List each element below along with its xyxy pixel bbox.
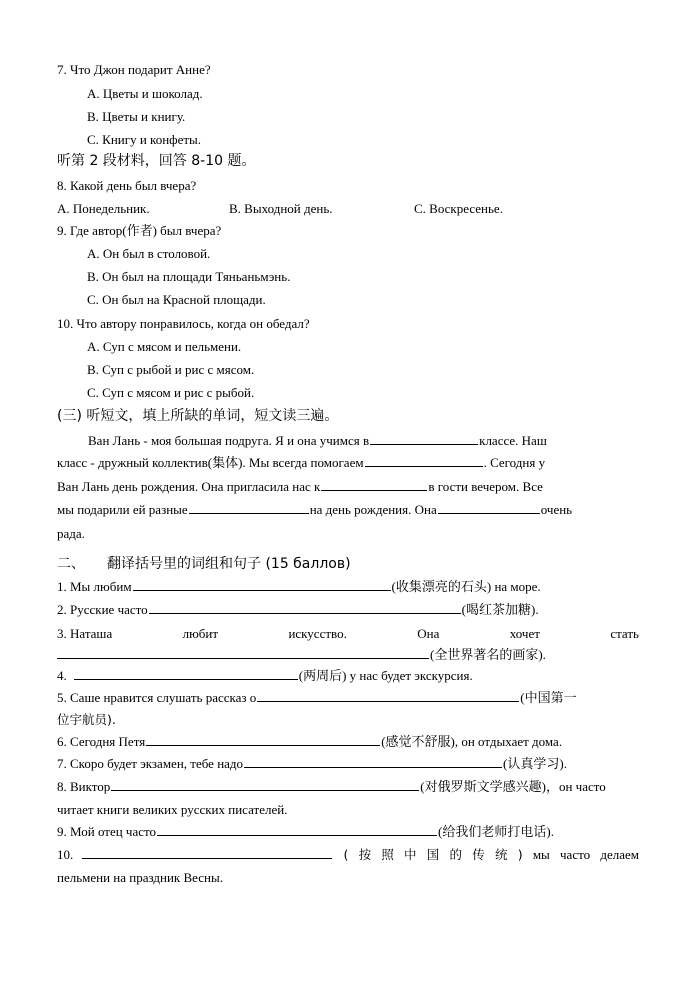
option-10b: B. Суп с рыбой и рис с мясом.: [87, 362, 255, 377]
translation-blank-6[interactable]: [146, 733, 380, 746]
option-7c: C. Книгу и конфеты.: [87, 132, 202, 147]
dictation-header: (三) 听短文，填上所缺的单词，短文读三遍。: [57, 408, 339, 424]
translation-blank-8[interactable]: [111, 778, 419, 791]
dictation-line-3: Ван Лань день рождения. Она пригласила нас к в гости вечером. Все: [57, 479, 543, 494]
question-7: 7. Что Джон подарит Анне?: [57, 62, 211, 77]
dictation-line-1: Ван Лань - моя большая подруга. Я и она учимся в классе. Наш: [88, 433, 547, 448]
translation-item-3-line-2: (全世界著名的画家).: [57, 646, 546, 664]
option-9a: A. Он был в столовой.: [87, 246, 211, 261]
section-2-header: 听第 2 段材料，回答 8-10 题。: [57, 153, 256, 169]
translation-header: 二、 翻译括号里的词组和句子 (15 баллов): [57, 556, 351, 572]
translation-blank-9[interactable]: [157, 823, 437, 836]
dictation-blank-4[interactable]: [189, 501, 309, 514]
translation-item-10-cont: пельмени на праздник Весны.: [57, 870, 223, 885]
translation-item-7: 7. Скоро будет экзамен, тебе надо (认真学习).: [57, 756, 567, 771]
translation-item-5: 5. Саше нравится слушать рассказ о (中国第一: [57, 690, 577, 705]
translation-item-5-cont: 位宇航员).: [57, 712, 116, 727]
dictation-blank-2[interactable]: [365, 454, 483, 467]
option-7a: A. Цветы и шоколад.: [87, 86, 203, 101]
option-10a: A. Суп с мясом и пельмени.: [87, 339, 242, 354]
translation-item-8-cont: читает книги великих русских писателей.: [57, 802, 288, 817]
translation-item-10-line-1: 10. ( 按 照 中 国 的 传 统 ) мы часто делаем: [57, 847, 639, 862]
translation-item-8: 8. Виктор (对俄罗斯文学感兴趣)，он часто: [57, 779, 606, 794]
question-8: 8. Какой день был вчера?: [57, 178, 197, 193]
translation-blank-4[interactable]: [74, 667, 298, 680]
translation-blank-2[interactable]: [149, 601, 461, 614]
option-7b: B. Цветы и книгу.: [87, 109, 186, 124]
option-8b: B. Выходной день.: [229, 201, 333, 216]
translation-blank-7[interactable]: [244, 755, 502, 768]
option-10c: C. Суп с мясом и рис с рыбой.: [87, 385, 255, 400]
translation-item-2: 2. Русские часто (喝红茶加糖).: [57, 602, 539, 617]
translation-item-3-line-1: 3. Наташа любит искусство. Она хочет стать: [57, 626, 639, 641]
option-8a: A. Понедельник.: [57, 201, 150, 216]
translation-blank-3[interactable]: [57, 646, 429, 659]
translation-item-1: 1. Мы любим (收集漂亮的石头) на море.: [57, 579, 541, 594]
question-9: 9. Где автор(作者) был вчера?: [57, 223, 222, 238]
dictation-line-2: класс - дружный коллектив(集体). Мы всегда помогаем . Сегодня у: [57, 455, 546, 470]
translation-item-4: 4. (两周后) у нас будет экскурсия.: [57, 668, 473, 683]
translation-blank-10[interactable]: [82, 846, 332, 859]
dictation-blank-1[interactable]: [370, 432, 478, 445]
option-8c: C. Воскресенье.: [414, 201, 503, 216]
dictation-blank-3[interactable]: [321, 478, 427, 491]
question-10: 10. Что автору понравилось, когда он обедал?: [57, 316, 310, 331]
translation-blank-1[interactable]: [133, 578, 391, 591]
option-9b: B. Он был на площади Тяньаньмэнь.: [87, 269, 291, 284]
dictation-blank-5[interactable]: [438, 501, 540, 514]
dictation-line-5: рада.: [57, 526, 85, 541]
translation-item-9: 9. Мой отец часто (给我们老师打电话).: [57, 824, 554, 839]
option-9c: C. Он был на Красной площади.: [87, 292, 266, 307]
translation-item-6: 6. Сегодня Петя (感觉不舒服), он отдыхает дома.: [57, 734, 563, 749]
dictation-line-4: мы подарили ей разные на день рождения. Она очень: [57, 502, 573, 517]
translation-blank-5[interactable]: [257, 689, 519, 702]
